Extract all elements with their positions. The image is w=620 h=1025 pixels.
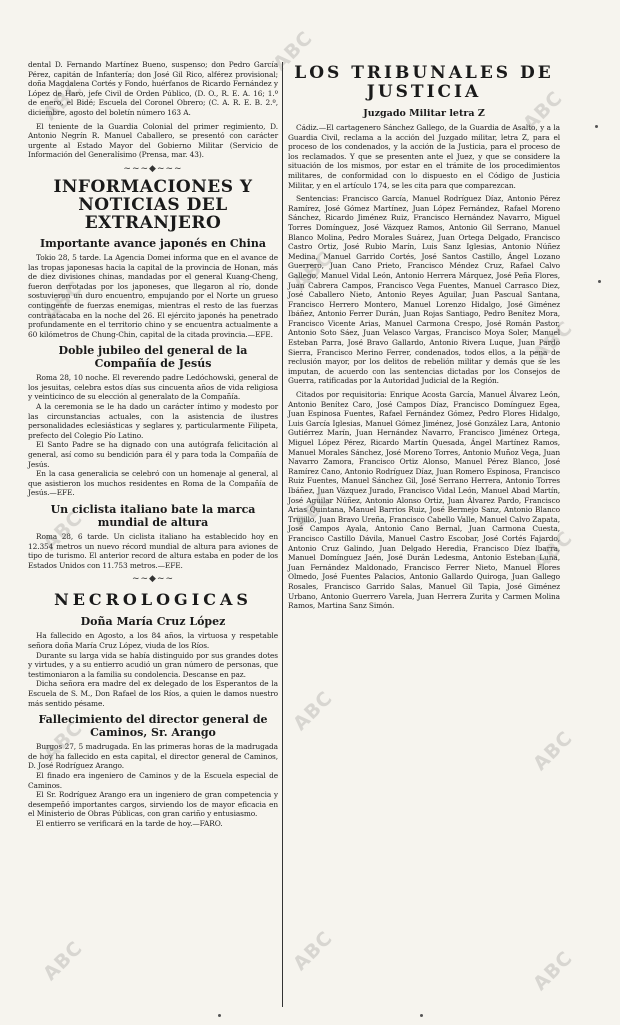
article-body: A la ceremonia se le ha dado un carácter íntimo y modesto por las circunstancias actuales, con la asistencia de ilustres personalidades eclesiásticas y seglares y, particularmente Filipeta, prefecto del Colegio Pío Latino. [28,402,278,440]
watermark-icon: ABC [38,936,88,986]
court-body: Citados por requisitoria: Enrique Acosta García, Manuel Álvarez León, Antonio Benítez Caro, José Campos Díaz, Francisco Domínguez Egea, Juan Espinosa Fuentes, Rafael Fernández Gómez, Pedro Flores Hidalgo, Luis García Iglesias, Manuel Gómez Jiménez, José González Lara, Antonio Gutiérrez Marín, Juan Hernández Navarro, Francisco Jiménez Ortega, Miguel López Pérez, Ricardo Martín Quesada, Ángel Martínez Ramos, Manuel Morales Sánchez, José Moreno Torres, Antonio Muñoz Vega, Juan Navarro Zamora, Francisco Ortiz Alonso, Manuel Pérez Blanco, José Ramírez Cano, Antonio Rodríguez Díaz, Juan Romero Espinosa, Francisco Ruiz Fuentes, Manuel Sánchez Gil, José Serrano Herrera, Antonio Torres Ibáñez, Juan Vázquez Jurado, Francisco Vidal León, Manuel Abad Martín, José Aguilar Núñez, Antonio Alonso Ortiz, Juan Álvarez Pardo, Francisco Arias Quintana, Manuel Barrios Ruiz, José Bermejo Sanz, Antonio Blanco Trujillo, Juan Bravo Ureña, Francisco Cabello Valle, Manuel Calvo Zapata, José Campos Ayala, Antonio Cano Bernal, Juan Carmona Cuesta, Francisco Castillo Dávila, Manuel Castro Escobar, José Cortés Fajardo, Antonio Cruz Galindo, Juan Delgado Heredia, Francisco Díez Ibarra, Manuel Domínguez Jaén, José Durán Ledesma, Antonio Esteban Luna, Juan Fernández Maldonado, Francisco Ferrer Nieto, Manuel Flores Olmedo, José Fuentes Palacios, Antonio Gallardo Quiroga, Juan Gallego Rosales, Francisco Garrido Salas, Manuel Gil Tapia, José Giménez Urbano, Antonio Guerrero Varela, Juan Herrera Zurita y Carmen Molina Ramos, Martina Sanz Simón. [288,390,560,611]
article-body: En la casa generalicia se celebró con un homenaje al general, al que asistieron los muchos residentes en Roma de la Compañía de Jesús.—EFE. [28,469,278,498]
watermark-icon: ABC [518,86,568,136]
article-body: Tokio 28, 5 tarde. La Agencia Domei informa que en el avance de las tropas japonesas hacia la capital de la provincia de Honan, más de diez divisiones chinas, mandadas por el general Kuang-Cheng, fueron derrotadas por los japoneses, que llegaron al río, donde sostuvieron un duro encuentro, empujando por el Norte un grueso contingente de fuerzas enemigas, mientras el resto de las fuerzas contraatacaba en la noche del 26. El ejército japonés ha penetrado profundamente en el territorio chino y se encuentra actualmente a 60 kilómetros de Chung-Chin, capital de la citada provincia.—EFE. [28,252,278,339]
watermark-icon: ABC [528,726,578,776]
watermark-icon: ABC [38,716,88,766]
watermark-icon: ABC [528,316,578,366]
watermark-icon: ABC [38,276,88,326]
article-title: Doble jubileo del general de la Compañía de Jesús [58,344,248,371]
article-title: Importante avance japonés en China [40,236,266,250]
article-body: El Santo Padre se ha dignado con una autógrafa felicitación al general, así como su bendición para él y para toda la Compañía de Jesús. [28,440,278,469]
article-body: El finado era ingeniero de Caminos y de la Escuela especial de Caminos. [28,770,278,790]
watermark-icon: ABC [528,946,578,996]
article-title: Doña María Cruz López [80,615,226,629]
article-title: Fallecimiento del director general de Caminos, Sr. Arango [38,713,268,740]
watermark-icon: ABC [288,926,338,976]
intro-paragraph: dental D. Fernando Martínez Bueno, suspenso; don Pedro García Pérez, capitán de Infantería; don José Gil Rico, alférez provisional; doña Magdalena Cortés y Fondo, huérfanos de Ricardo Fernández y López de Haro, jefe Civil de Orden Público, (D. O., R. E. A. 16; 1.º de enero, el Bidé; Escuela del Coronel Obrero; (C. A. R. E. B. 2.º, diciembre, agosto del boletín número 163 A. [28,60,278,117]
ornament-divider: ~~◆~~ [131,574,175,585]
watermark-icon: ABC [268,26,318,76]
court-body: Cádiz.—El cartagenero Sánchez Gallego, de la Guardia de Asalto, y a la Guardia Civil, reclama a la acción del Juzgado militar, letra Z, para el proceso de los condenados, y la acción de la Justicia, para el proceso de los reclamados. Y que se presenten ante el Juez, y que se considere la situación de los mismos, por estar en el trámite de los procedimientos militares, de conformidad con lo dispuesto en el Código de Justicia Militar, y en el artículo 174, se les cita para que comparezcan. [288,123,560,190]
article-body: El entierro se verificará en la tarde de hoy.—FARO. [36,818,223,828]
article-body: Burgos 27, 5 madrugada. En las primeras horas de la madrugada de hoy ha fallecido en esta capital, el director general de Caminos, D. José Rodríguez Arango. [28,742,278,771]
watermark-icon: ABC [288,486,338,536]
article-body: Durante su larga vida se había distinguido por sus grandes dotes y virtudes, y a su entierro acudió un gran número de personas, que testimoniaron a la familia su condolencia. Descanse en paz. [28,650,278,679]
column-divider [282,62,283,1007]
watermark-icon: ABC [38,76,88,126]
court-subheading: Juzgado Militar letra Z [363,108,485,119]
watermark-icon: ABC [288,246,338,296]
article-body: Dicha señora era madre del ex delegado de los Esperantos de la Escuela de S. M., Don Rafael de los Ríos, a quien le damos nuestro más sentido pésame. [28,679,278,708]
article-body: Ha fallecido en Agosto, a los 84 años, la virtuosa y respetable señora doña María Cruz López, viuda de los Ríos. [28,631,278,650]
watermark-icon: ABC [528,526,578,576]
article-body: El Sr. Rodríguez Arango era un ingeniero de gran competencia y desempeñó importantes cargos, sirviendo los de mayor eficacia en el Ministerio de Obras Públicas, con gran cariño y entusiasmo. [28,790,278,819]
tribunals-heading: LOS TRIBUNALES DE JUSTICIA [294,63,554,102]
necrology-heading: NECROLOGICAS [54,590,252,610]
article-title: Un ciclista italiano bate la marca mundial de altura [50,503,256,529]
right-column [288,60,560,611]
section-heading: INFORMACIONES Y NOTICIAS DEL EXTRANJERO [53,176,253,233]
margin-mark [595,125,598,128]
article-body: Roma 28, 6 tarde. Un ciclista italiano ha establecido hoy en 12.354 metros un nuevo récord mundial de altura para aviones de tipo de turismo. El anterior record de altura estaba en poder de los Estados Unidos con 11.753 metros.—EFE. [28,532,278,570]
left-column [28,60,278,828]
ornament-divider: ~~~◆~~~ [123,163,183,174]
article-body: Roma 28, 10 noche. El reverendo padre Ledóchowski, general de los jesuitas, celebra estos días sus cincuenta años de vida religiosa y veinticinco de su elección al generalato de la Compañía. [28,373,278,402]
watermark-icon: ABC [288,686,338,736]
intro-paragraph-2: El teniente de la Guardia Colonial del primer regimiento, D. Antonio Negrín R. Manuel Caballero, se presentó con carácter urgente al Estado Mayor del Gobierno Militar (Servicio de Información del Generalísimo (Prensa, mar. 43). [28,121,278,160]
margin-mark [420,1014,423,1017]
margin-mark [218,1014,221,1017]
watermark-icon: ABC [38,506,88,556]
margin-mark [598,280,601,283]
court-body: Sentencias: Francisco García, Manuel Rodríguez Díaz, Antonio Pérez Ramírez, José Gómez Martínez, Juan López Fernández, Rafael Moreno Sánchez, Ricardo Jiménez Ruiz, Francisco Hernández Navarro, Miguel Torres Domínguez, José Vázquez Ramos, Antonio Gil Serrano, Manuel Blanco Molina, Pedro Morales Suárez, Juan Ortega Delgado, Francisco Castro Ortiz, José Rubio Marín, Luis Sanz Iglesias, Antonio Núñez Medina, Manuel Garrido Cortés, José Santos Castillo, Ángel Lozano Guerrero, Juan Cano Prieto, Francisco Méndez Cruz, Rafael Calvo Gallego, Manuel Vidal León, Antonio Herrera Márquez, José Peña Flores, Juan Cabrera Campos, Francisco Vega Fuentes, Manuel Carrasco Diez, José Caballero Nieto, Antonio Reyes Aguilar, Juan Pascual Santana, Francisco Herrero Montero, Manuel Lorenzo Hidalgo, José Giménez Ibáñez, Antonio Ferrer Durán, Juan Rojas Santiago, Pedro Benítez Mora, Francisco Vicente Arias, Manuel Carmona Crespo, José Román Pastor, Antonio Soto Sáez, Juan Velasco Vargas, Francisco Moya Soler, Manuel Esteban Parra, José Bravo Gallardo, Antonio Rivera Luque, Juan Pardo Sierra, Francisco Merino Ferrer, condenados, todos ellos, a la pena de reclusión mayor, por los delitos de rebelión militar y demás que se les imputan, de acuerdo con las sentencias dictadas por los Consejos de Guerra, ratificadas por la Autoridad Judicial de la Región. [288,194,560,386]
